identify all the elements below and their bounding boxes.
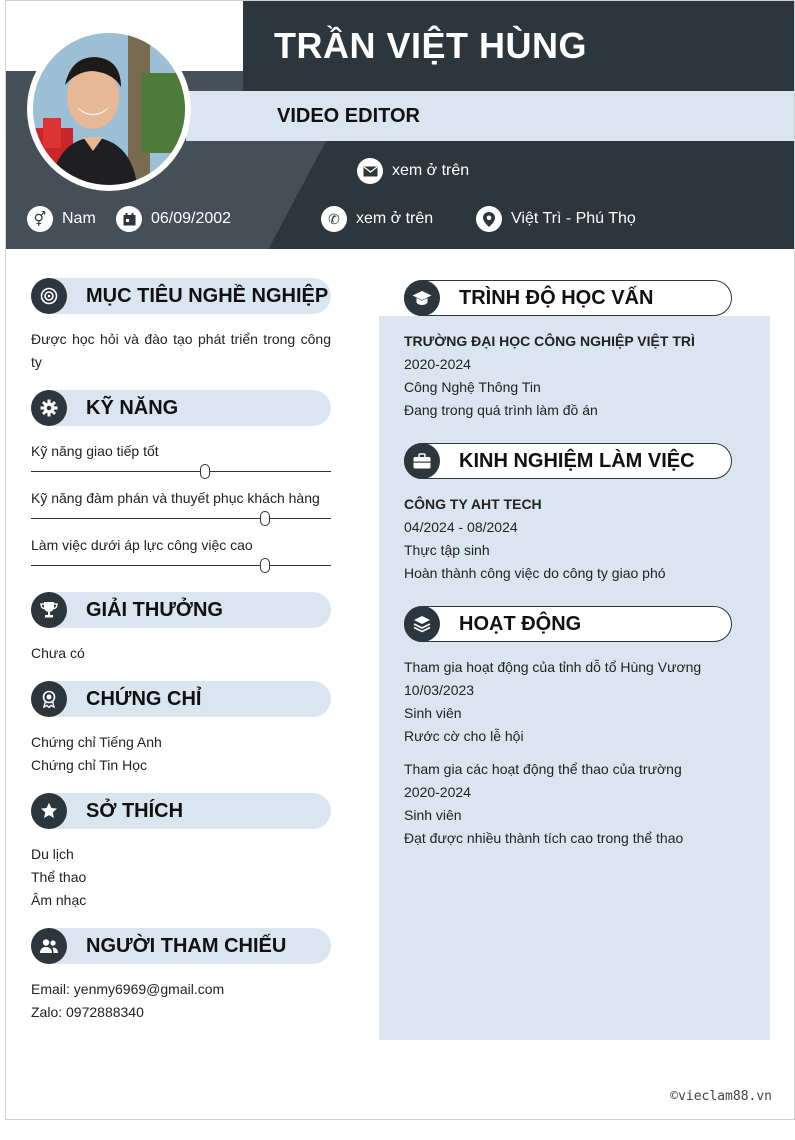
section-header-activities [404,606,732,642]
awards-title: GIẢI THƯỞNG [86,598,223,621]
activities-title: HOẠT ĐỘNG [459,612,582,635]
skill-bar [31,471,331,472]
certificate-item: Chứng chỉ Tiếng Anh [31,734,162,750]
phone-icon: ✆ [321,206,347,232]
reference-email: Email: yenmy6969@gmail.com [31,981,225,997]
activity-date: 10/03/2023 [404,682,475,698]
section-header-hobbies [31,793,331,829]
activity-name: Tham gia hoạt động của tỉnh dỗ tổ Hùng Vương [404,659,702,675]
awards-text: Chưa có [31,645,85,661]
skill-level-knob [260,511,270,526]
address-value: Việt Trì - Phú Thọ [511,210,636,227]
activity-desc: Đạt được nhiều thành tích cao trong thể thao [404,830,684,846]
objective-title: MỤC TIÊU NGHỀ NGHIỆP [86,284,329,307]
gender-icon: ⚥ [27,206,53,232]
experience-position: Thực tập sinh [404,542,490,558]
activity-date: 2020-2024 [404,784,471,800]
candidate-name: TRẦN VIỆT HÙNG [274,25,587,66]
hobby-item: Âm nhạc [31,892,87,908]
address-info [476,206,636,232]
section-header-skills [31,390,331,426]
cv-page [5,0,795,1120]
certificate-item: Chứng chỉ Tin Học [31,757,147,773]
skill-label: Kỹ năng đàm phán và thuyết phục khách hàng [31,490,320,506]
hobby-item: Thể thao [31,869,87,885]
star-icon [31,793,67,829]
email-value: xem ở trên [392,162,470,179]
gender-value: Nam [62,210,96,227]
skills-title: KỸ NĂNG [86,396,179,419]
email-info [357,158,469,184]
education-title: TRÌNH ĐỘ HỌC VẤN [459,286,654,309]
target-icon [31,278,67,314]
envelope-icon [357,158,383,184]
skill-bar [31,565,331,566]
section-header-references [31,928,331,964]
education-major: Công Nghệ Thông Tin [404,379,541,395]
layers-icon [404,606,440,642]
skill-label: Làm việc dưới áp lực công việc cao [31,537,253,553]
avatar [27,27,191,191]
section-header-awards [31,592,331,628]
phone-value: xem ở trên [356,210,434,227]
avatar-photo [33,33,185,185]
job-title: VIDEO EDITOR [277,105,420,127]
experience-period: 04/2024 - 08/2024 [404,519,518,535]
trophy-icon [31,592,67,628]
users-icon [31,928,67,964]
location-pin-icon [476,206,502,232]
experience-title: KINH NGHIỆM LÀM VIỆC [459,449,695,472]
skill-bar [31,518,331,519]
hobbies-title: SỞ THÍCH [86,799,184,822]
education-note: Đang trong quá trình làm đồ án [404,402,598,418]
section-header-education [404,280,732,316]
briefcase-icon [404,443,440,479]
reference-zalo: Zalo: 0972888340 [31,1004,144,1020]
gear-icon [31,390,67,426]
education-school: TRƯỜNG ĐẠI HỌC CÔNG NGHIỆP VIỆT TRÌ [404,333,695,349]
experience-company: CÔNG TY AHT TECH [404,496,542,512]
references-title: NGƯỜI THAM CHIẾU [86,934,287,957]
birthday-info [116,206,231,232]
section-header-certificates [31,681,331,717]
skill-level-knob [200,464,210,479]
certificates-title: CHỨNG CHỈ [86,687,202,710]
hobby-item: Du lịch [31,846,74,862]
watermark: ©vieclam88.vn [670,1089,772,1104]
section-header-experience [404,443,732,479]
activity-name: Tham gia các hoạt động thể thao của trường [404,761,682,777]
activity-role: Sinh viên [404,705,462,721]
medal-icon [31,681,67,717]
objective-text: Được học hỏi và đào tạo phát triển trong công ty [31,331,331,370]
activity-desc: Rước cờ cho lễ hội [404,728,524,744]
graduation-cap-icon [404,280,440,316]
activity-role: Sinh viên [404,807,462,823]
experience-note: Hoàn thành công việc do công ty giao phó [404,565,666,581]
portrait-illustration [33,33,185,185]
phone-info [321,206,433,232]
skill-level-knob [260,558,270,573]
education-period: 2020-2024 [404,356,471,372]
gender-info [27,206,96,232]
calendar-icon [116,206,142,232]
section-header-objective [31,278,331,314]
birthday-value: 06/09/2002 [151,210,232,227]
skill-label: Kỹ năng giao tiếp tốt [31,443,159,459]
